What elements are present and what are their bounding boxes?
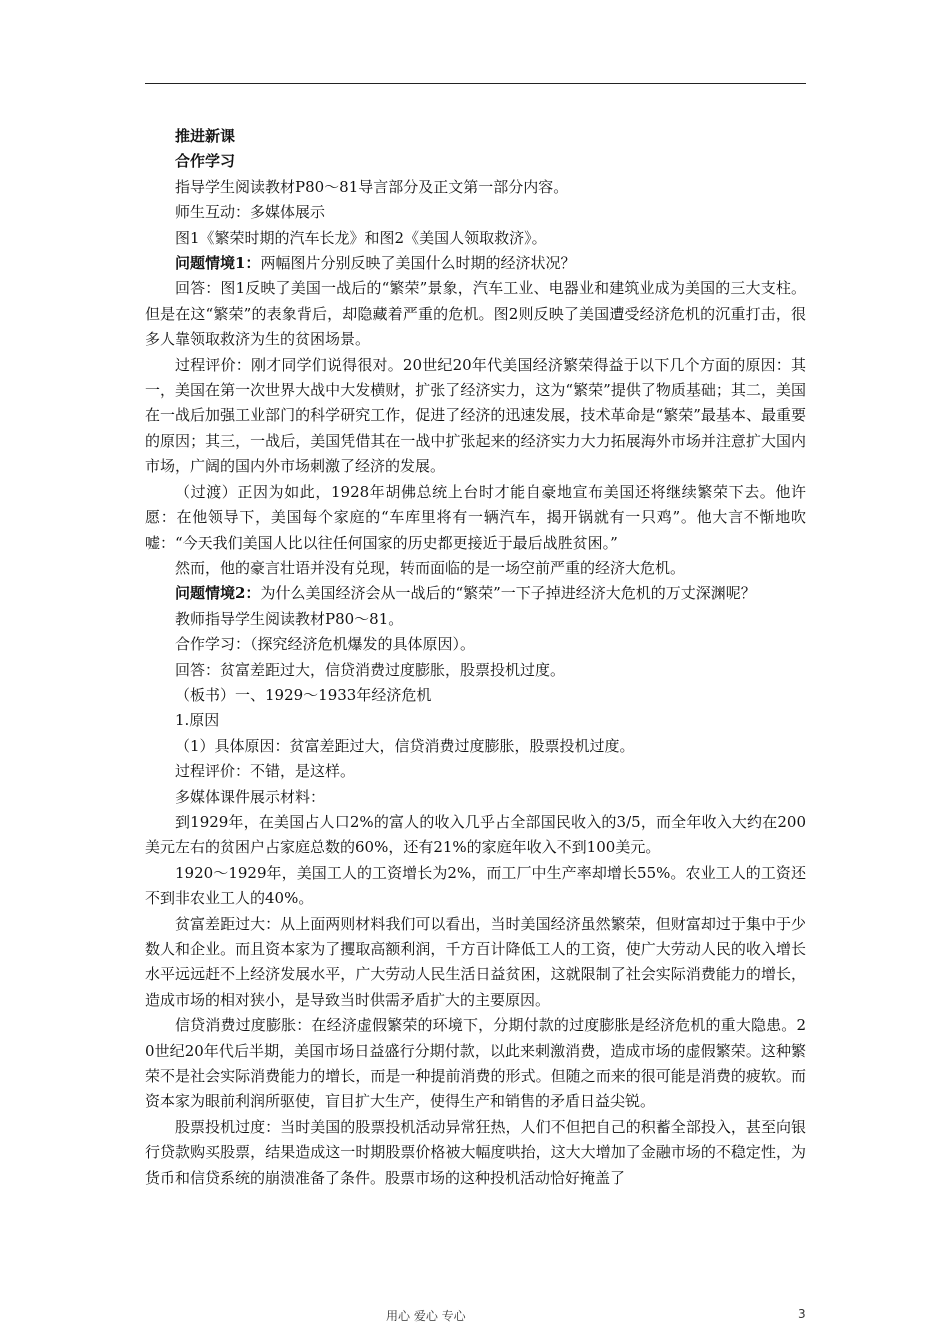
paragraph: 到1929年，在美国占人口2%的富人的收入几乎占全部国民收入的3/5，而全年收入大约在200美元左右的贫困户占家庭总数的60%，还有21%的家庭年收入不到100美元。 xyxy=(145,812,806,857)
question-paragraph xyxy=(145,581,806,606)
paragraph: 图1《繁荣时期的汽车长龙》和图2《美国人领取救济》。 xyxy=(175,228,547,247)
paragraph: 过程评价：刚才同学们说得很对。20世纪20年代美国经济繁荣得益于以下几个方面的原因：其一，美国在第一次世界大战中大发横财，扩张了经济实力，这为“繁荣”提供了物质基础；其二，美国在一战后加强工业部门的科学研究工作，促进了经济的迅速发展，技术革命是“繁荣”最基本、最重要的原因；其三，一战后，美国凭借其在一战中扩张起来的经济实力大力拓展海外市场并注意扩大国内市场，广阔的国内外市场刺激了经济的发展。 xyxy=(145,355,806,476)
paragraph: （过渡）正因为如此，1928年胡佛总统上台时才能自豪地宣布美国还将继续繁荣下去。他许愿：在他领导下，美国每个家庭的“车库里将有一辆汽车，揭开锅就有一只鸡”。他大言不惭地吹嘘：“今天我们美国人比以往任何国家的历史都更接近于最后战胜贫困。” xyxy=(145,482,806,552)
paragraph: 过程评价：不错，是这样。 xyxy=(175,762,356,781)
paragraph: 股票投机过度：当时美国的股票投机活动异常狂热，人们不但把自己的积蓄全部投入，甚至向银行贷款购买股票，结果造成这一时期股票价格被大幅度哄抬，这大大增加了金融市场的不稳定性，为货币和信贷系统的崩溃准备了条件。股票市场的这种投机活动恰好掩盖了 xyxy=(145,1117,806,1187)
paragraph: （板书）一、1929～1933年经济危机 xyxy=(175,685,432,704)
question-label: 问题情境1： xyxy=(175,254,261,273)
paragraph: 多媒体课件展示材料： xyxy=(175,787,326,806)
paragraph: 师生互动：多媒体展示 xyxy=(175,203,326,222)
paragraph: （1）具体原因：贫富差距过大，信贷消费过度膨胀，股票投机过度。 xyxy=(175,736,635,755)
paragraph: 教师指导学生阅读教材P80～81。 xyxy=(175,609,404,628)
paragraph: 贫富差距过大：从上面两则材料我们可以看出，当时美国经济虽然繁荣，但财富却过于集中于少数人和企业。而且资本家为了攫取高额利润，千方百计降低工人的工资，使广大劳动人民的收入增长水平远远赶不上经济发展水平，广大劳动人民生活日益贫困，这就限制了社会实际消费能力的增长，造成市场的相对狭小，是导致当时供需矛盾扩大的主要原因。 xyxy=(145,914,806,1009)
question-label: 问题情境2： xyxy=(175,584,261,603)
section-heading: 推进新课 xyxy=(175,127,236,145)
question-text: 为什么美国经济会从一战后的“繁荣”一下子掉进经济大危机的万丈深渊呢？ xyxy=(260,584,756,603)
subsection-heading: 合作学习 xyxy=(175,152,236,171)
question-paragraph xyxy=(145,251,806,276)
paragraph: 回答：贫富差距过大，信贷消费过度膨胀，股票投机过度。 xyxy=(175,660,566,679)
paragraph: 1920～1929年，美国工人的工资增长为2%，而工厂中生产率却增长55%。农业工人的工资还不到非农业工人的40%。 xyxy=(145,863,806,908)
paragraph: 1.原因 xyxy=(175,711,220,730)
header-rule xyxy=(145,83,806,84)
paragraph: 回答：图1反映了美国一战后的“繁荣”景象，汽车工业、电器业和建筑业成为美国的三大支柱。但是在这“繁荣”的表象背后，却隐藏着严重的危机。图2则反映了美国遭受经济危机的沉重打击，很多人靠领取救济为生的贫困场景。 xyxy=(145,279,806,349)
document-body xyxy=(145,124,806,1191)
paragraph: 合作学习：（探究经济危机爆发的具体原因）。 xyxy=(175,635,476,654)
paragraph: 然而，他的豪言壮语并没有兑现，转而面临的是一场空前严重的经济大危机。 xyxy=(175,558,686,577)
page-number: 3 xyxy=(798,1307,806,1321)
question-text: 两幅图片分别反映了美国什么时期的经济状况？ xyxy=(260,254,576,273)
paragraph: 信贷消费过度膨胀：在经济虚假繁荣的环境下，分期付款的过度膨胀是经济危机的重大隐患。20世纪20年代后半期，美国市场日益盛行分期付款，以此来刺激消费，造成市场的虚假繁荣。这种繁荣不是社会实际消费能力的增长，而是一种提前消费的形式。但随之而来的很可能是消费的疲软。而资本家为眼前利润所驱使，盲目扩大生产，使得生产和销售的矛盾日益尖锐。 xyxy=(145,1016,806,1111)
paragraph: 指导学生阅读教材P80～81导言部分及正文第一部分内容。 xyxy=(175,177,569,196)
footer-text: 用心 爱心 专心 xyxy=(386,1309,466,1323)
